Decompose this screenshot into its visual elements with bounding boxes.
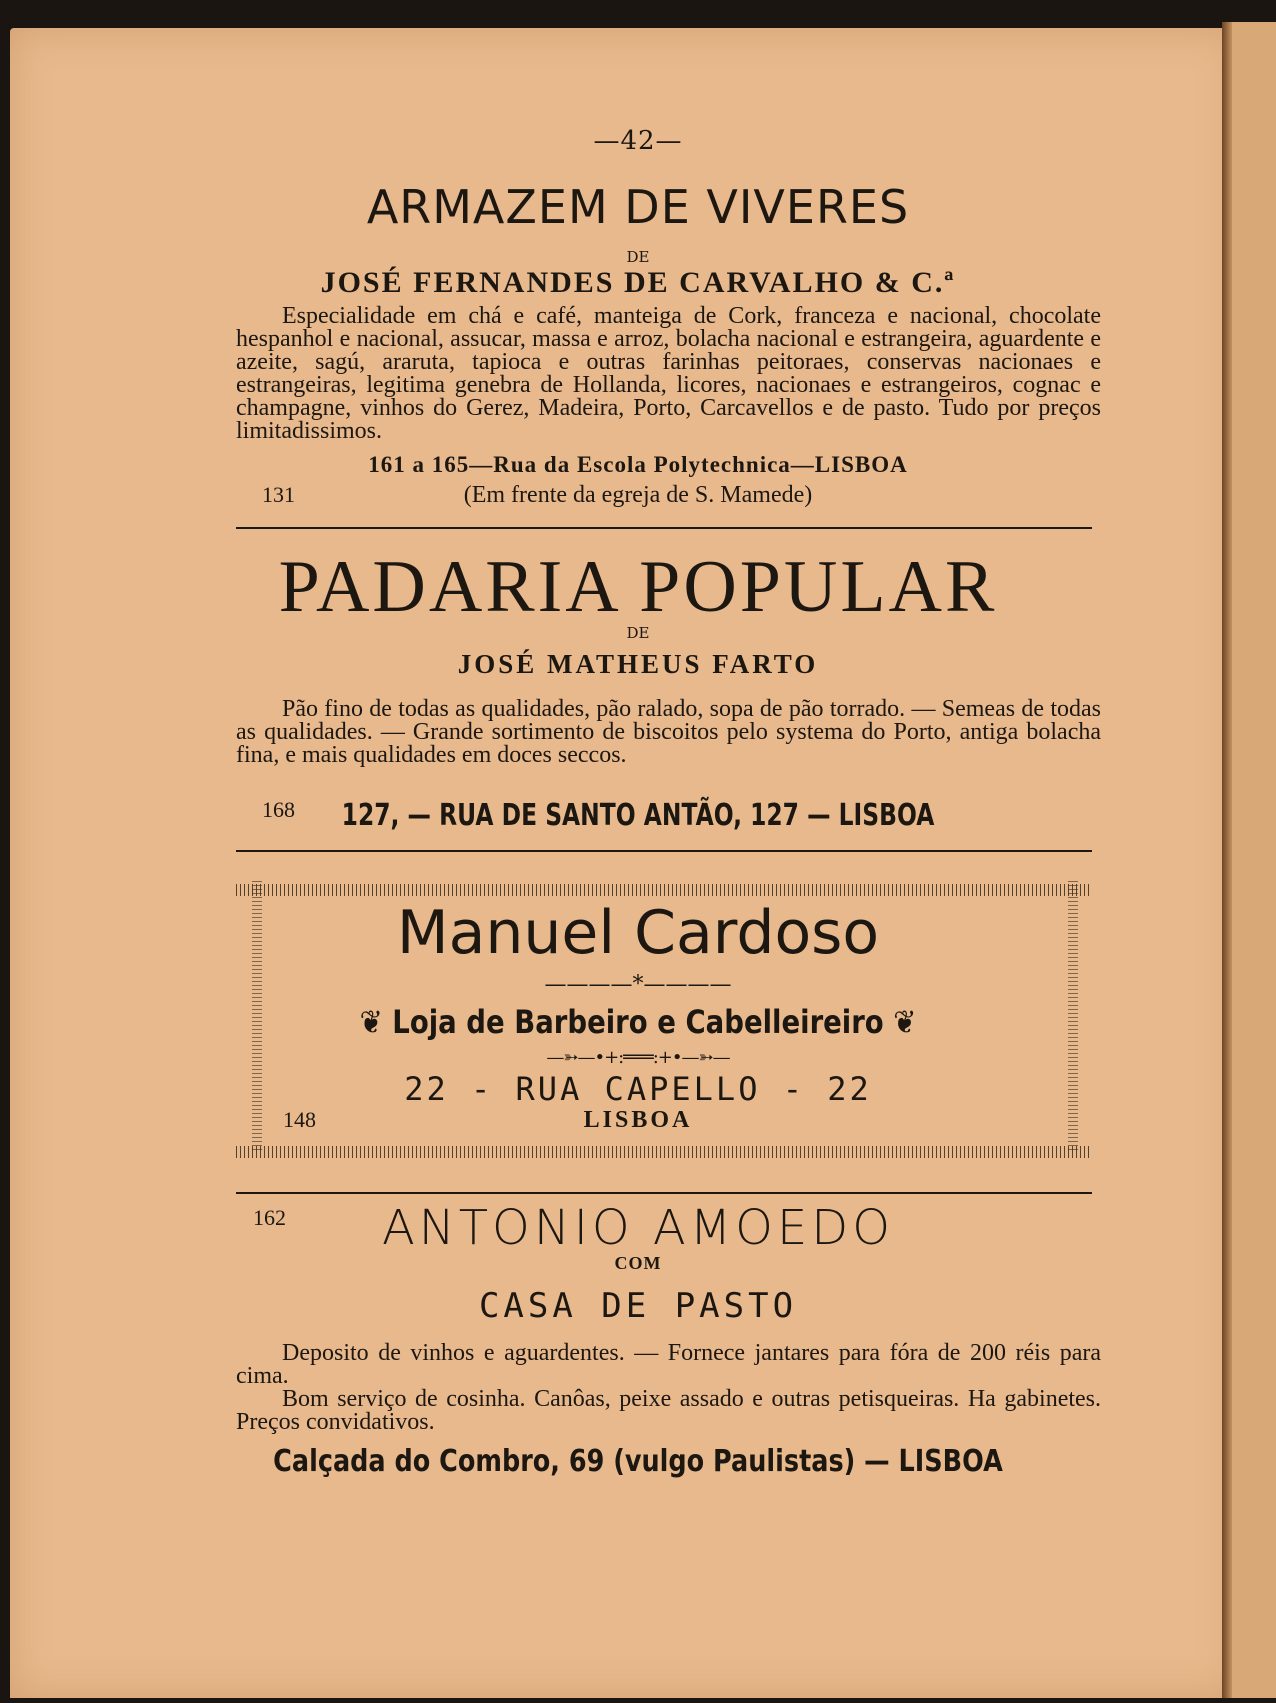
ad4-paragraph-1: Deposito de vinhos e aguardentes. — Fornece jantares para fóra de 200 réis para cima.: [236, 1340, 1101, 1389]
ad4-title: ANTONIO AMOEDO: [381, 1200, 895, 1256]
ornamental-border-top: [236, 884, 1092, 896]
ad2-proprietor: JOSÉ MATHEUS FARTO: [457, 649, 819, 679]
ad3-street: 22 - RUA CAPELLO - 22: [404, 1070, 872, 1108]
ad3-city: LISBOA: [583, 1107, 693, 1133]
ad1-proprietor: JOSÉ FERNANDES DE CARVALHO & C.ª: [320, 266, 956, 299]
ad3-ornament: ————*————: [544, 972, 732, 997]
ad2-description: Pão fino de todas as qualidades, pão ralado, sopa de pão torrado. — Semeas de todas as qualidades. — Grande sortimento de biscoitos pelo systema do Porto, antiga bolacha fina, e mais qualidades em doces seccos.: [236, 696, 1101, 768]
ad2-title: PADARIA POPULAR: [278, 546, 998, 628]
ad1-address: 161 a 165—Rua da Escola Polytechnica—LISBOA: [368, 452, 908, 477]
ad4-ref-number: 162: [253, 1205, 286, 1230]
ad3-ornament-2: —➳—•+:═══:+•—➳—: [546, 1047, 730, 1068]
ad2-address: 127, — RUA DE SANTO ANTÃO, 127 — LISBOA: [341, 798, 935, 833]
ad4-com: COM: [614, 1253, 662, 1273]
ad4-address: Calçada do Combro, 69 (vulgo Paulistas) — LISBOA: [273, 1444, 1003, 1479]
ad1-landmark: (Em frente da egreja de S. Mamede): [463, 482, 813, 508]
ad2-ref-number: 168: [262, 797, 295, 822]
ad4-description: [236, 1342, 1101, 1434]
page-number: —42—: [593, 126, 683, 156]
divider-rule: [236, 1192, 1092, 1194]
ad1-description: Especialidade em chá e café, manteiga de Cork, franceza e nacional, chocolate hespanhol e nacional, assucar, massa e arroz, bolacha nacional e estrangeira, aguardente e azeite, sagú, araruta, tapioca e outras farinhas peitoraes, conservas nacionaes e estrangeiras, legitima genebra de Hollanda, licores, nacionaes e estrangeiros, cognac e champagne, vinhos do Gerez, Madeira, Porto, Carcavellos e de pasto. Tudo por preços limitadissimos.: [236, 303, 1101, 444]
ad3-ref-number: 148: [283, 1107, 316, 1132]
ad4-subtitle: CASA DE PASTO: [478, 1286, 798, 1326]
ad1-ref-number: 131: [262, 482, 295, 507]
ad1-de: DE: [626, 248, 650, 266]
ad4-paragraph-2: Bom serviço de cosinha. Canôas, peixe assado e outras petisqueiras. Ha gabinetes. Preços convidativos.: [236, 1386, 1101, 1435]
ornamental-border-bottom: [236, 1146, 1092, 1158]
ad3-title: Manuel Cardoso: [396, 898, 880, 968]
divider-rule: [236, 850, 1092, 852]
ad1-title: ARMAZEM DE VIVERES: [366, 180, 910, 234]
ad3-subtitle: ❦ Loja de Barbeiro e Cabelleireiro ❦: [359, 1003, 917, 1041]
ad2-de: DE: [626, 624, 650, 642]
divider-rule: [236, 527, 1092, 529]
